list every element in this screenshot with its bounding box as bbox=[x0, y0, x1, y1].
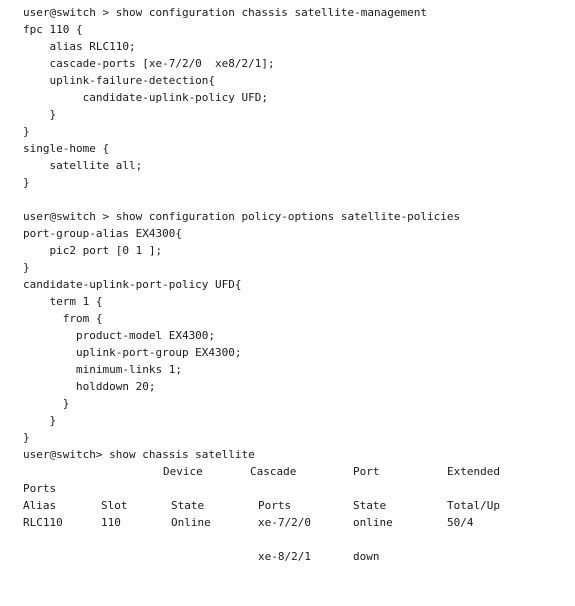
header-ports-wrapped: Ports bbox=[23, 482, 57, 495]
config-line: from { bbox=[23, 312, 103, 325]
command-prompt-policy-options: user@switch > show configuration policy-options satellite-policies bbox=[23, 210, 461, 223]
cell-alias: RLC110 bbox=[23, 516, 63, 529]
header-cascade: Cascade bbox=[250, 465, 297, 478]
config-line: candidate-uplink-policy UFD; bbox=[23, 91, 269, 104]
config-line: candidate-uplink-port-policy UFD{ bbox=[23, 278, 242, 291]
command-prompt-show-chassis-satellite: user@switch> show chassis satellite bbox=[23, 448, 255, 461]
header-state: State bbox=[171, 499, 205, 512]
config-line: uplink-port-group EX4300; bbox=[23, 346, 242, 359]
config-line: minimum-links 1; bbox=[23, 363, 182, 376]
header-total-up: Total/Up bbox=[447, 499, 500, 512]
header-ports: Ports bbox=[258, 499, 292, 512]
cell-port-state: down bbox=[353, 550, 380, 563]
config-line: term 1 { bbox=[23, 295, 103, 308]
config-line: alias RLC110; bbox=[23, 40, 136, 53]
config-line: holddown 20; bbox=[23, 380, 156, 393]
cell-port: xe-8/2/1 bbox=[258, 550, 311, 563]
config-line: } bbox=[23, 414, 57, 427]
config-line: } bbox=[23, 261, 30, 274]
config-line: uplink-failure-detection{ bbox=[23, 74, 216, 87]
header-extended: Extended bbox=[447, 465, 500, 478]
header-port-state: State bbox=[353, 499, 387, 512]
header-slot: Slot bbox=[101, 499, 128, 512]
config-line: } bbox=[23, 108, 57, 121]
config-line: } bbox=[23, 176, 30, 189]
cell-slot: 110 bbox=[101, 516, 121, 529]
config-line: product-model EX4300; bbox=[23, 329, 216, 342]
command-prompt-chassis-config: user@switch > show configuration chassis satellite-management bbox=[23, 6, 427, 19]
config-line: cascade-ports [xe-7/2/0 xe8/2/1]; bbox=[23, 57, 275, 70]
config-line: } bbox=[23, 431, 30, 444]
cell-total-up: 50/4 bbox=[447, 516, 474, 529]
config-line: single-home { bbox=[23, 142, 110, 155]
config-line: pic2 port [0 1 ]; bbox=[23, 244, 163, 257]
header-device: Device bbox=[163, 465, 203, 478]
cell-port-state: online bbox=[353, 516, 393, 529]
config-line: } bbox=[23, 125, 30, 138]
header-alias: Alias bbox=[23, 499, 57, 512]
config-line: } bbox=[23, 397, 70, 410]
config-line: fpc 110 { bbox=[23, 23, 83, 36]
header-port: Port bbox=[353, 465, 380, 478]
config-line: satellite all; bbox=[23, 159, 143, 172]
cell-state: Online bbox=[171, 516, 211, 529]
cell-port: xe-7/2/0 bbox=[258, 516, 311, 529]
config-line: port-group-alias EX4300{ bbox=[23, 227, 182, 240]
